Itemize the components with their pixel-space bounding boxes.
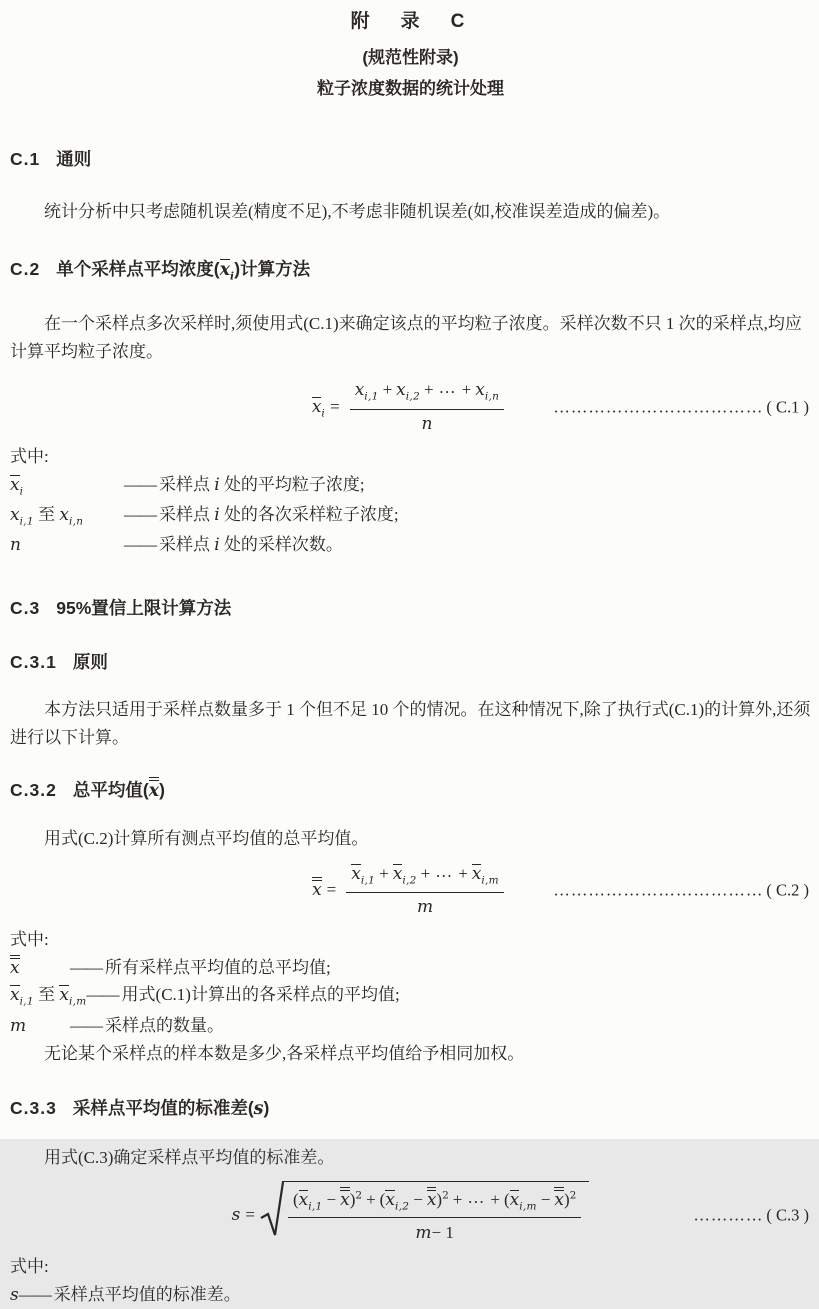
definition-text: 采样点平均值的标准差。	[53, 1285, 241, 1305]
section-title	[73, 1098, 270, 1118]
math-xbar: x	[298, 1190, 309, 1211]
math-sub: i	[230, 270, 235, 283]
text: 处的平均粒子浓度;	[219, 474, 365, 494]
exponent: 2	[442, 1189, 449, 1202]
math-sub: i,1	[364, 390, 379, 403]
paren: (	[292, 1190, 299, 1210]
para-c33: 用式(C.3)确定采样点平均值的标准差。	[44, 1147, 335, 1167]
math-x: x	[10, 957, 20, 978]
text: 处的采样次数。	[219, 535, 343, 555]
heading-c3	[10, 597, 811, 621]
section-title: 95%置信上限计算方法	[56, 598, 232, 619]
minus-sign: −	[326, 1190, 337, 1210]
math-xbar: x	[10, 985, 20, 1006]
math-s: s	[253, 1099, 264, 1119]
minus-sign: −	[540, 1190, 551, 1210]
dash: ——	[70, 957, 102, 977]
section-number: C.3	[10, 598, 41, 619]
heading-text: )	[263, 1098, 270, 1118]
definition-list-c2	[10, 955, 811, 1040]
definition-symbol	[10, 982, 87, 1010]
exponent: 2	[569, 1189, 577, 1202]
text: 采样点	[159, 504, 215, 524]
text: 采样点	[159, 474, 215, 494]
math-xdoublebar	[149, 777, 159, 800]
plus-sign: +	[452, 1190, 463, 1210]
definition-text	[159, 472, 365, 499]
definition-list-c3	[10, 1282, 811, 1309]
math-xbar: x	[392, 863, 403, 884]
dash: ——	[18, 1285, 51, 1305]
math-x: x	[554, 1190, 564, 1211]
text: 至	[33, 504, 60, 524]
dot-leader: ………………………………	[553, 880, 764, 900]
math-sub: i,1	[19, 995, 34, 1008]
para-c1: 统计分析中只考虑随机误差(精度不足),不考虑非随机误差(如,校准误差造成的偏差)。	[44, 202, 671, 222]
definition-text	[159, 532, 343, 559]
definition-row	[10, 1013, 811, 1040]
math-x: x	[396, 380, 406, 401]
dash: ——	[86, 985, 119, 1005]
fraction	[346, 859, 504, 921]
denominator: n	[421, 413, 433, 434]
math-sub: i	[321, 407, 326, 420]
where-label: 式中:	[10, 447, 49, 467]
radical-icon	[260, 1181, 284, 1237]
equation-leader	[553, 879, 809, 904]
math-xbar: x	[59, 985, 69, 1006]
math-sub: i,2	[402, 873, 417, 886]
appendix-title: 附 录 C	[350, 11, 471, 32]
appendix-subtitle: (规范性附录)	[362, 47, 459, 67]
math-x: x	[148, 781, 160, 802]
paren: (	[379, 1190, 386, 1210]
math-i: i	[214, 535, 220, 556]
equation	[231, 1188, 590, 1244]
heading-c33	[10, 1097, 811, 1122]
math-sub: i,m	[68, 995, 87, 1008]
math-s: s	[10, 1285, 19, 1306]
equation	[312, 861, 509, 917]
math-xdoublebar	[10, 955, 20, 978]
definition-symbol	[10, 1282, 19, 1309]
math-xdoublebar	[554, 1187, 564, 1210]
math-xdoublebar	[427, 1187, 437, 1210]
math-s: s	[231, 1204, 241, 1225]
title-block	[10, 8, 811, 102]
equation-leader	[693, 1204, 809, 1229]
math-xbar: x	[351, 863, 361, 884]
plus-sign: +	[424, 380, 434, 400]
para-c2: 在一个采样点多次采样时,须使用式(C.1)来确定该点的平均粒子浓度。采样次数不只 1 次的采样点,均应计算平均粒子浓度。	[10, 314, 802, 361]
math-i: i	[214, 474, 220, 495]
math-x: x	[426, 1190, 437, 1211]
definition-row	[10, 982, 811, 1010]
math-xdoublebar	[312, 877, 322, 900]
section-number: C.1	[10, 148, 41, 169]
definition-list-c1	[10, 472, 811, 560]
plus-sign: +	[366, 1190, 376, 1210]
heading-text: 单个采样点平均浓度(	[56, 258, 220, 279]
appendix-topic: 粒子浓度数据的统计处理	[317, 79, 504, 98]
numerator	[350, 375, 504, 409]
note-equal-weight: 无论某个采样点的样本数是多少,各采样点平均值给予相同加权。	[44, 1043, 525, 1063]
math-sub: i,1	[360, 873, 376, 886]
heading-text: 总平均值(	[72, 780, 149, 801]
denominator: m	[417, 896, 434, 917]
heading-c31	[10, 651, 811, 675]
plus-sign: +	[490, 1190, 500, 1210]
equals-sign: =	[245, 1204, 255, 1224]
dash: ——	[124, 504, 156, 524]
radicand	[282, 1181, 589, 1247]
math-x: x	[354, 380, 365, 401]
section-number: C.3.1	[10, 651, 57, 672]
equation-leader	[553, 396, 809, 421]
formula-c3	[10, 1183, 811, 1249]
section-title	[56, 258, 311, 283]
text: 采样点	[159, 535, 215, 555]
paren: (	[503, 1190, 510, 1210]
text: 至	[33, 985, 60, 1005]
section-title: 通则	[56, 148, 92, 169]
section-title	[73, 780, 165, 800]
definition-symbol	[10, 472, 124, 500]
definition-symbol	[10, 955, 70, 981]
para-c32: 用式(C.2)计算所有测点平均值的总平均值。	[44, 828, 369, 848]
math-xbar: x	[311, 397, 322, 418]
math-sub: i,n	[484, 390, 500, 403]
definition-row	[10, 472, 811, 500]
heading-c32	[10, 777, 811, 803]
equals-sign: =	[326, 880, 337, 900]
section-title: 原则	[72, 651, 108, 672]
math-x: x	[475, 380, 485, 401]
section-number: C.3.3	[10, 1098, 57, 1118]
numerator	[288, 1185, 581, 1218]
definition-text: 采样点的数量。	[105, 1015, 224, 1035]
fraction	[350, 375, 504, 437]
fraction	[288, 1185, 581, 1247]
plus-sign: +	[461, 380, 472, 400]
math-sub: i,2	[405, 390, 421, 403]
math-xbar: x	[385, 1190, 395, 1211]
minus-sign: −	[413, 1190, 423, 1210]
math-i: i	[214, 504, 220, 525]
definition-row	[10, 955, 811, 981]
heading-c1	[10, 148, 811, 172]
math-sub: i,1	[308, 1200, 323, 1213]
paren: )	[436, 1190, 443, 1210]
math-m: m	[415, 1223, 432, 1244]
math-sub: i,m	[481, 873, 499, 886]
plus-sign: +	[458, 863, 468, 883]
para-c31: 本方法只适用于采样点数量多于 1 个但不足 10 个的情况。在这种情况下,除了执行式(C.1)的计算外,还须进行以下计算。	[10, 700, 811, 747]
math-xdoublebar	[340, 1187, 350, 1210]
formula-c1	[10, 377, 811, 439]
numerator	[346, 859, 504, 893]
square-root	[260, 1181, 589, 1247]
paren: )	[563, 1190, 570, 1210]
cdots: …	[467, 1188, 486, 1208]
definition-row	[10, 502, 811, 530]
formula-c2	[10, 861, 811, 923]
definition-row	[10, 1282, 811, 1309]
heading-text: )	[159, 780, 165, 801]
definition-symbol	[10, 1013, 70, 1040]
math-sub: i,m	[519, 1200, 537, 1213]
math-xbar: x	[471, 863, 482, 884]
paren: )	[349, 1190, 356, 1210]
equation-number: ( C.1 )	[766, 397, 809, 417]
math-sub: i	[19, 484, 24, 497]
definition-text: 所有采样点平均值的总平均值;	[105, 957, 331, 977]
where-label: 式中:	[10, 930, 49, 950]
math-x: x	[59, 504, 69, 525]
equation-number: ( C.2 )	[766, 880, 809, 900]
text: 处的各次采样粒子浓度;	[219, 504, 399, 524]
cdots: …	[438, 378, 457, 398]
plus-sign: +	[379, 863, 389, 883]
math-xbar: x	[509, 1190, 520, 1211]
definition-row	[10, 532, 811, 559]
dash: ——	[70, 1015, 102, 1035]
definition-symbol	[10, 502, 124, 530]
dot-leader: ………………………………	[553, 397, 764, 417]
math-xbar: x	[219, 259, 230, 280]
exponent: 2	[355, 1189, 363, 1202]
definition-text	[159, 502, 399, 529]
math-x: x	[10, 504, 20, 525]
dot-leader: …………	[693, 1205, 764, 1225]
equals-sign: =	[330, 397, 340, 417]
math-xbar: x	[10, 474, 20, 495]
plus-sign: +	[382, 380, 393, 400]
math-sub: i,n	[68, 515, 84, 528]
math-x: x	[312, 880, 322, 901]
dash: ——	[124, 535, 156, 555]
heading-text: 采样点平均值的标准差(	[72, 1098, 254, 1118]
heading-text: )计算方法	[234, 258, 311, 279]
cdots: …	[435, 861, 454, 881]
definition-text: 用式(C.1)计算出的各采样点的平均值;	[121, 985, 400, 1005]
dash: ——	[124, 474, 156, 494]
math-x: x	[340, 1190, 350, 1211]
where-label: 式中:	[10, 1256, 49, 1276]
equation-number: ( C.3 )	[766, 1205, 809, 1225]
section-number: C.3.2	[10, 780, 57, 801]
section-number: C.2	[10, 258, 41, 279]
math-n: n	[10, 535, 21, 556]
equation	[311, 378, 509, 434]
math-sub: i,2	[394, 1200, 410, 1213]
denominator	[288, 1218, 581, 1247]
minus-one: − 1	[431, 1223, 454, 1243]
definition-symbol	[10, 532, 124, 559]
math-sub: i,1	[19, 515, 34, 528]
plus-sign: +	[420, 863, 431, 883]
math-m: m	[10, 1015, 27, 1036]
heading-c2	[10, 258, 811, 284]
